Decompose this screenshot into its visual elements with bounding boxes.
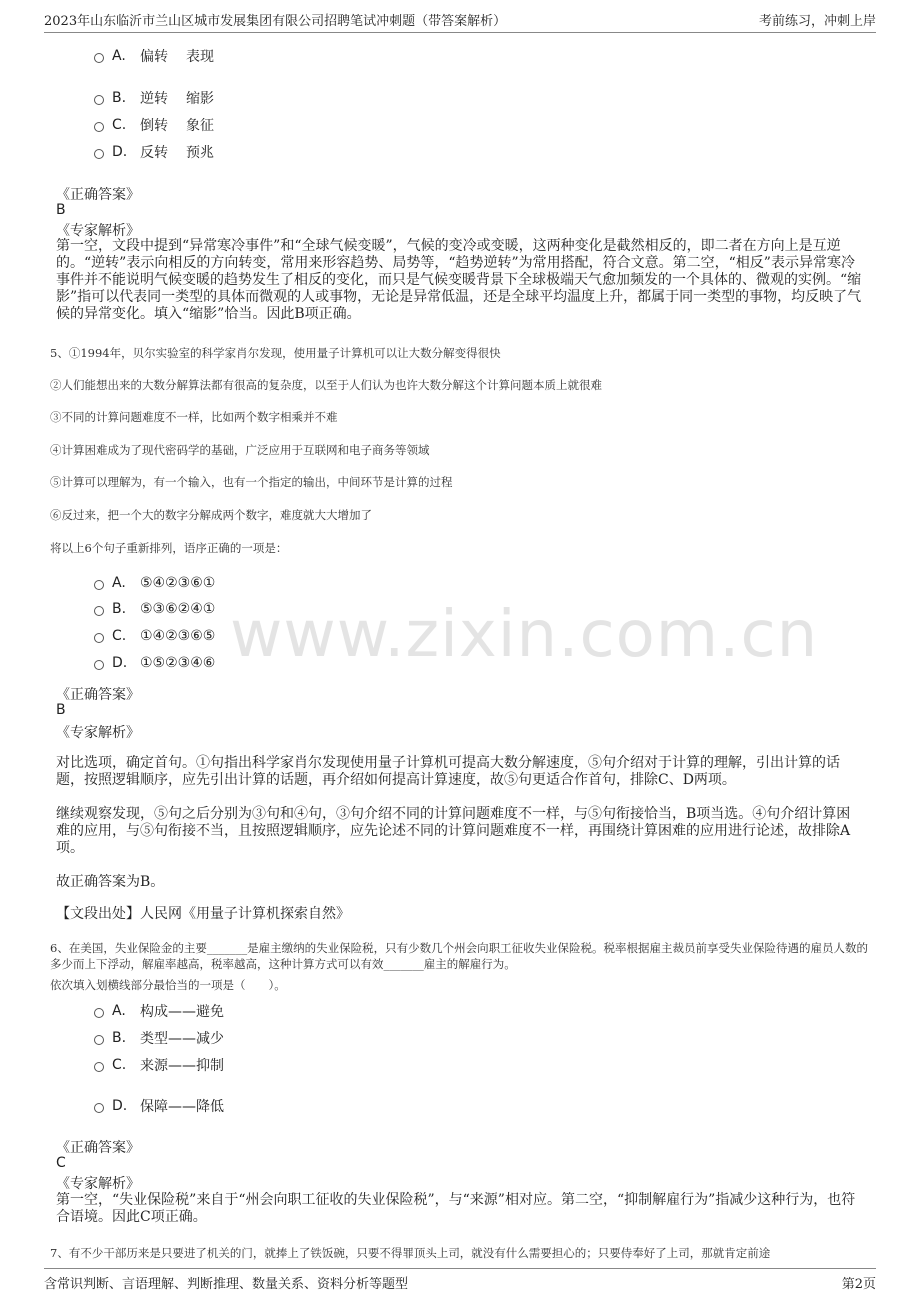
radio-icon[interactable] bbox=[94, 122, 104, 132]
q5-option-c[interactable]: C. ①④②③⑥⑤ bbox=[94, 628, 215, 644]
q5-answer-label: 《正确答案》 bbox=[56, 687, 140, 703]
q6-stem: 6、在美国，失业保险金的主要_______是雇主缴纳的失业保险税，只有少数几个州会向职工征收失业保险税。税率根据雇主裁员前享受失业保险待遇的雇员人数的多少而上下浮动，解雇率越高，税率越高，这种计算方式可以有效_______雇主的解雇行为。 bbox=[50, 941, 869, 971]
q6-answer: C bbox=[56, 1155, 66, 1171]
q6-option-a[interactable]: A. 构成——避免 bbox=[94, 1001, 224, 1021]
q5-option-a[interactable]: A. ⑤④②③⑥① bbox=[94, 575, 215, 591]
radio-icon[interactable] bbox=[94, 149, 104, 159]
q6-option-c[interactable]: C. 来源——抑制 bbox=[94, 1055, 224, 1075]
q6-prompt: 依次填入划横线部分最恰当的一项是（ ）。 bbox=[50, 978, 286, 992]
q6-analysis: 第一空，“失业保险税”来自于“州会向职工征收的失业保险税”，与“来源”相对应。第二空，“抑制解雇行为”指减少这种行为，也符合语境。因此C项正确。 bbox=[56, 1192, 856, 1225]
q5-option-d[interactable]: D. ①⑤②③④⑥ bbox=[94, 655, 215, 671]
q4-option-c[interactable]: C. 倒转 象征 bbox=[94, 115, 214, 135]
watermark: www.zixin.com.cn bbox=[230, 598, 819, 672]
q5-source: 【文段出处】人民网《用量子计算机探索自然》 bbox=[56, 906, 350, 922]
radio-icon[interactable] bbox=[94, 660, 104, 670]
q4-answer-label: 《正确答案》 bbox=[56, 187, 140, 203]
radio-icon[interactable] bbox=[94, 95, 104, 105]
radio-icon[interactable] bbox=[94, 580, 104, 590]
q6-analysis-label: 《专家解析》 bbox=[56, 1176, 140, 1192]
radio-icon[interactable] bbox=[94, 633, 104, 643]
q5-sentence-2: ②人们能想出来的大数分解算法都有很高的复杂度，以至于人们认为也许大数分解这个计算问题本质上就很难 bbox=[50, 378, 602, 392]
q4-analysis-label: 《专家解析》 bbox=[56, 223, 140, 239]
q5-answer: B bbox=[56, 702, 66, 718]
q4-option-d[interactable]: D. 反转 预兆 bbox=[94, 142, 214, 162]
q5-sentence-5: ⑤计算可以理解为，有一个输入，也有一个指定的输出，中间环节是计算的过程 bbox=[50, 475, 453, 489]
q6-option-d[interactable]: D. 保障——降低 bbox=[94, 1096, 224, 1116]
header-divider bbox=[44, 32, 876, 33]
radio-icon[interactable] bbox=[94, 1062, 104, 1072]
radio-icon[interactable] bbox=[94, 1035, 104, 1045]
q5-prompt: 将以上6个句子重新排列，语序正确的一项是： bbox=[50, 541, 288, 555]
q6-option-b[interactable]: B. 类型——减少 bbox=[94, 1028, 224, 1048]
radio-icon[interactable] bbox=[94, 53, 104, 63]
footer-divider bbox=[44, 1268, 876, 1269]
q6-answer-label: 《正确答案》 bbox=[56, 1140, 140, 1156]
q5-analysis-p1: 对比选项，确定首句。①句指出科学家肖尔发现使用量子计算机可提高大数分解速度，⑤句介绍对于计算的理解，引出计算的话题，按照逻辑顺序，应先引出计算的话题，再介绍如何提高计算速度，故⑤句更适合作首句，排除C、D两项。 bbox=[56, 755, 840, 788]
q7-stem: 7、有不少干部历来是只要进了机关的门，就捧上了铁饭碗，只要不得罪顶头上司，就没有什么需要担心的；只要侍奉好了上司，那就肯定前途 bbox=[50, 1246, 771, 1260]
radio-icon[interactable] bbox=[94, 1008, 104, 1018]
q5-analysis-p3: 故正确答案为B。 bbox=[56, 874, 165, 890]
q4-answer: B bbox=[56, 202, 66, 218]
radio-icon[interactable] bbox=[94, 606, 104, 616]
q5-analysis-label: 《专家解析》 bbox=[56, 725, 140, 741]
q5-sentence-4: ④计算困难成为了现代密码学的基础，广泛应用于互联网和电子商务等领域 bbox=[50, 443, 430, 457]
q5-analysis-p2: 继续观察发现，⑤句之后分别为③句和④句，③句介绍不同的计算问题难度不一样，与⑤句衔接恰当，B项当选。④句介绍计算困难的应用，与⑤句衔接不当，且按照逻辑顺序，应先论述不同的计算问题难度不一样，再围绕计算困难的应用进行论述，故排除A项。 bbox=[56, 806, 851, 856]
q4-option-b[interactable]: B. 逆转 缩影 bbox=[94, 88, 214, 108]
radio-icon[interactable] bbox=[94, 1103, 104, 1113]
header-slogan: 考前练习，冲刺上岸 bbox=[758, 14, 876, 29]
document-title: 2023年山东临沂市兰山区城市发展集团有限公司招聘笔试冲刺题（带答案解析） bbox=[44, 14, 507, 29]
q4-analysis: 第一空，文段中提到“异常寒冷事件”和“全球气候变暖”，气候的变冷或变暖，这两种变化是截然相反的，即二者在方向上是互逆的。“逆转”表示向相反的方向转变，常用来形容趋势、局势等，“趋势逆转”为常用搭配，符合文意。第二空，“相反”表示异常寒冷事件并不能说明气候变暖的趋势发生了相反的变化，而只是气候变暖背景下全球极端天气愈加频发的一个具体的、微观的实例。“缩影”指可以代表同一类型的具体而微观的人或事物，无论是异常低温，还是全球平均温度上升，都属于同一类型的事物，均反映了气候的异常变化。填入“缩影”恰当。因此B项正确。 bbox=[56, 238, 862, 322]
q5-option-b[interactable]: B. ⑤③⑥②④① bbox=[94, 601, 215, 617]
footer-topics: 含常识判断、言语理解、判断推理、数量关系、资料分析等题型 bbox=[44, 1277, 409, 1292]
q5-sentence-1: 5、①1994年，贝尔实验室的科学家肖尔发现，使用量子计算机可以让大数分解变得很快 bbox=[50, 346, 501, 360]
page-number: 第2页 bbox=[841, 1277, 876, 1292]
q4-option-a[interactable]: A. 偏转 表现 bbox=[94, 46, 214, 66]
q5-sentence-3: ③不同的计算问题难度不一样，比如两个数字相乘并不难 bbox=[50, 410, 338, 424]
q5-sentence-6: ⑥反过来，把一个大的数字分解成两个数字，难度就大大增加了 bbox=[50, 508, 372, 522]
